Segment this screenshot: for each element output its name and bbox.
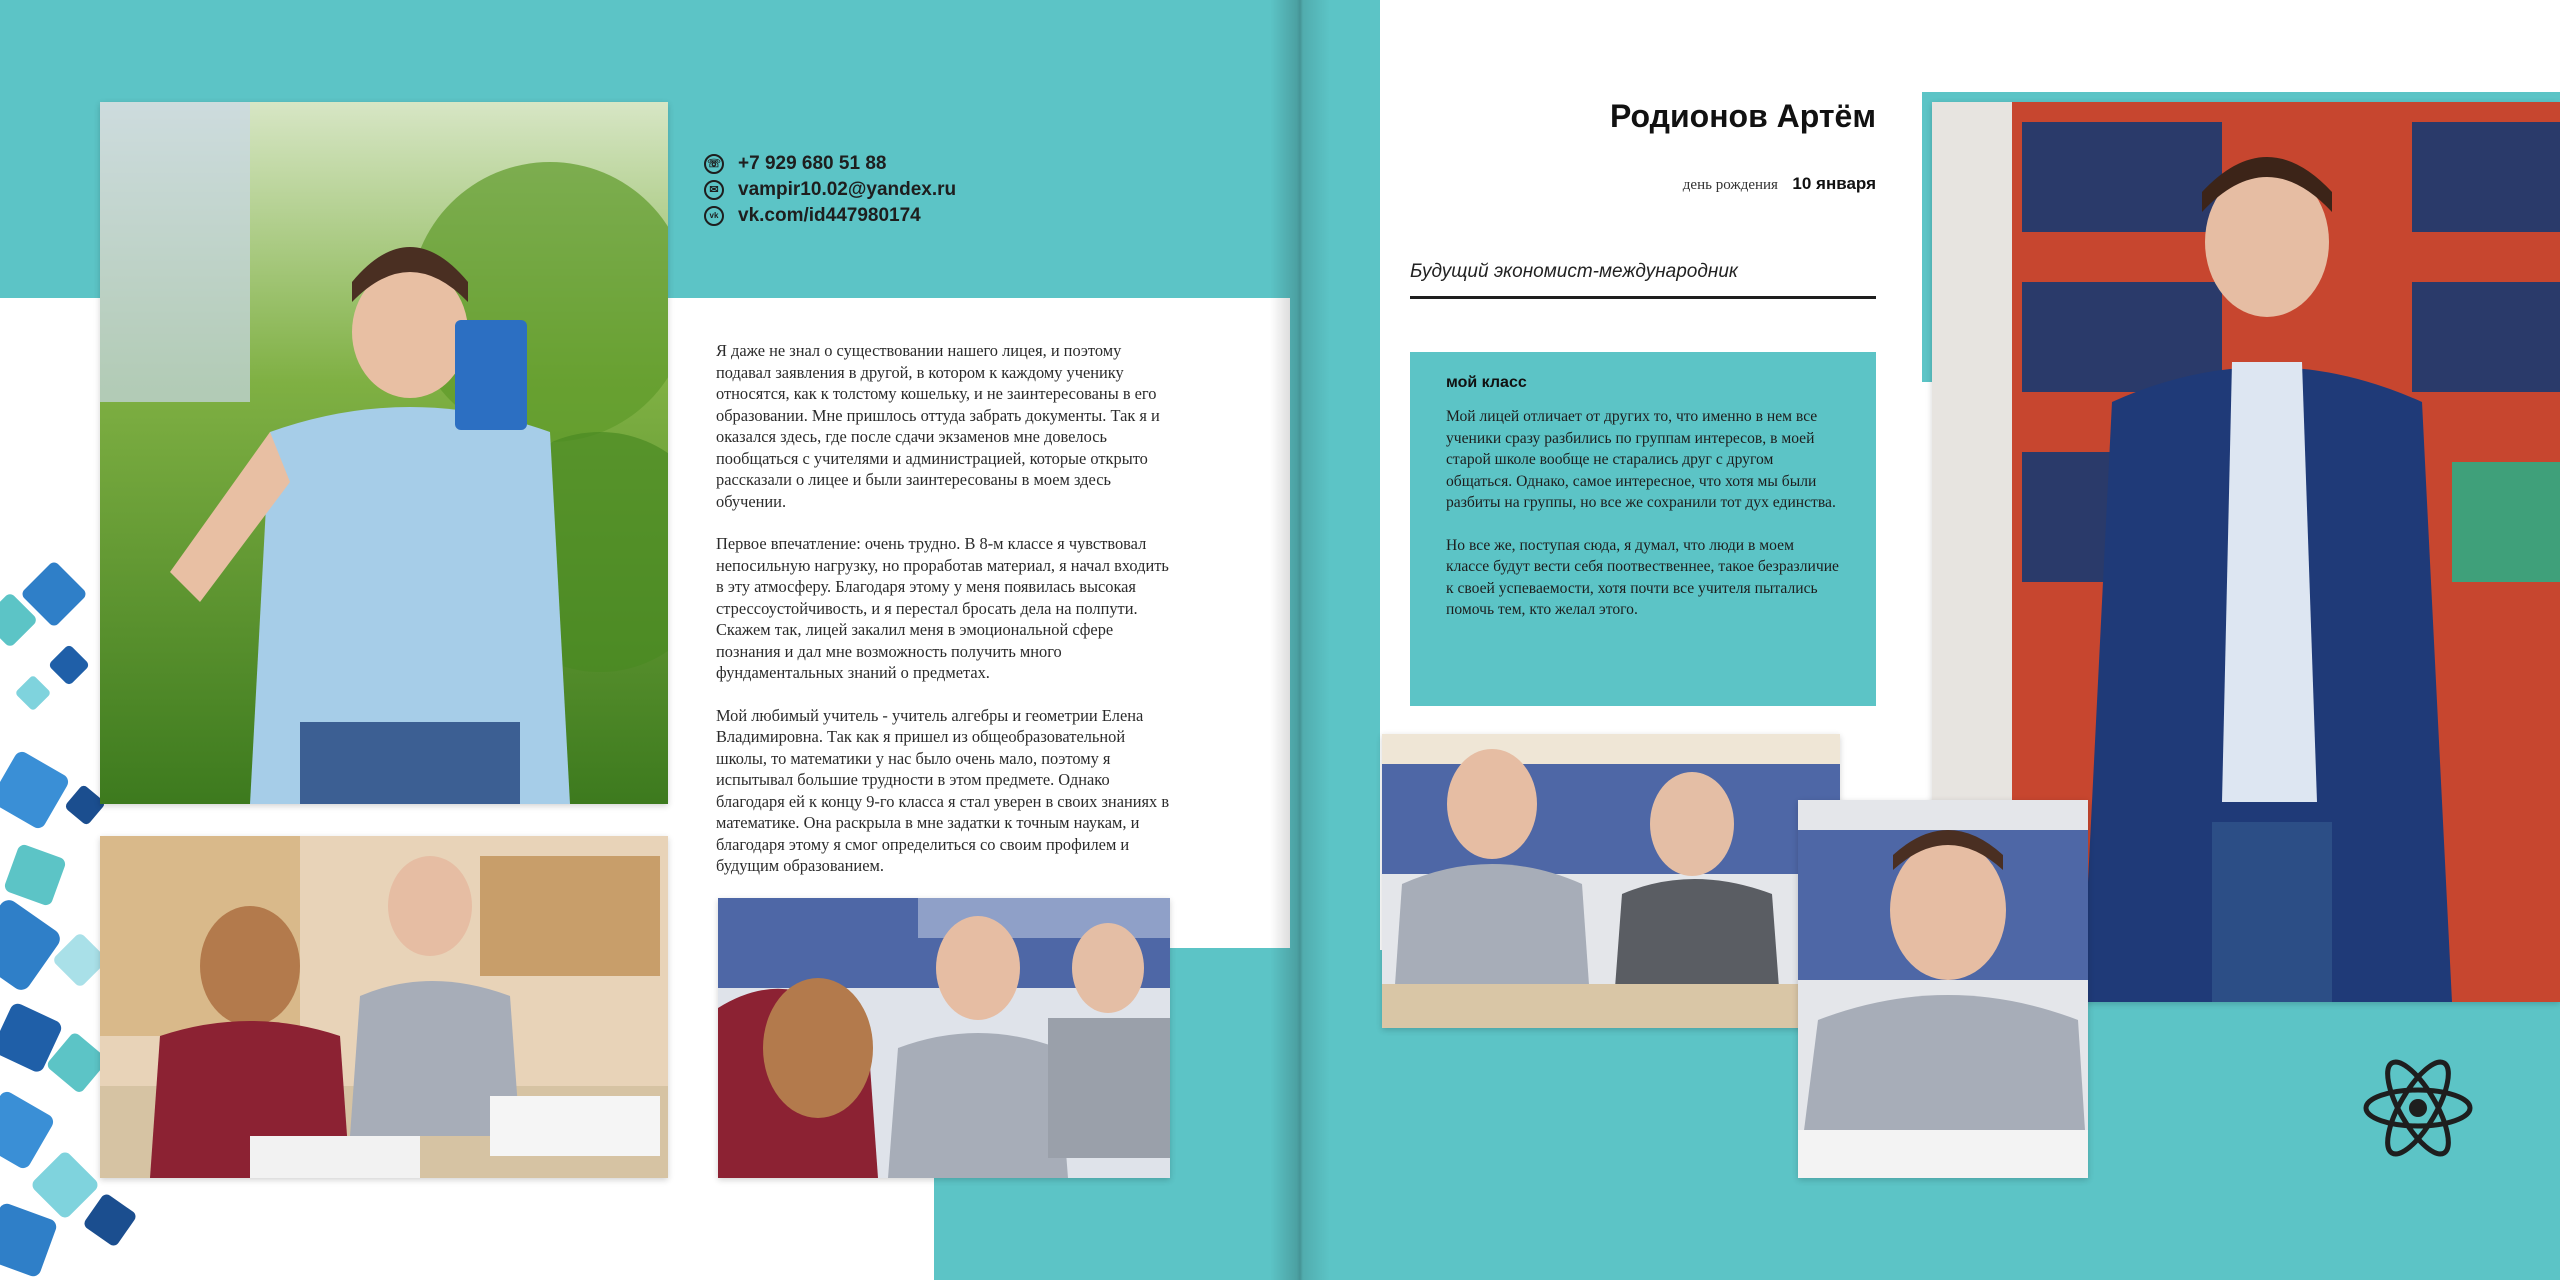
class-paragraph-2: Но все же, поступая сюда, я думал, что люди в моем классе будут вести себя поотвественнее, такое безразличие к своей успеваемости, хотя почти все учителя пытались помочь тем, кто желал этого. bbox=[1446, 536, 1839, 618]
atom-icon bbox=[2360, 1056, 2476, 1160]
contact-phone-text: +7 929 680 51 88 bbox=[738, 153, 887, 174]
portrait-photo-outdoor bbox=[100, 102, 668, 804]
classroom-photo-2 bbox=[718, 898, 1170, 1178]
profession-underline bbox=[1410, 296, 1876, 299]
mail-icon: ✉ bbox=[704, 180, 724, 200]
paragraph-1: Я даже не знал о существовании нашего лицея, и поэтому подавал заявления в другой, в котором к каждому ученику относятся, как к толстому кошельку, и не заинтересованы в его образовании. Мне пришлось оттуда забрать документы. Так я и оказался здесь, где после сдачи экзаменов мне довелось пообщаться с учителями и администрацией, которые открыто рассказали о лицее и были заинтересованы в моем здесь обучении. bbox=[716, 341, 1160, 511]
birthday bbox=[1683, 174, 1876, 194]
class-box-title: мой класс bbox=[1446, 374, 1527, 391]
contact-vk-text: vk.com/id447980174 bbox=[738, 205, 921, 226]
classroom-photo-4 bbox=[1798, 800, 2088, 1178]
contact-vk[interactable] bbox=[704, 203, 921, 229]
classroom-photo-3 bbox=[1382, 734, 1840, 1028]
phone-icon: ☏ bbox=[704, 154, 724, 174]
classroom-photo-1 bbox=[100, 836, 668, 1178]
birthday-label: день рождения bbox=[1682, 177, 1778, 193]
birthday-value: 10 января bbox=[1792, 174, 1876, 193]
contact-phone[interactable] bbox=[704, 151, 886, 177]
left-body-text bbox=[716, 340, 1176, 898]
contact-email[interactable] bbox=[704, 177, 956, 203]
future-profession: Будущий экономист-международник bbox=[1410, 261, 1738, 282]
student-name: Родионов Артём bbox=[1609, 98, 1876, 134]
class-paragraph-1: Мой лицей отличает от других то, что именно в нем все ученики сразу разбились по группам интересов, в моей старой школе вообще не старались друг с другом общаться. Однако, самое интересное, что хотя мы были разбиты на группы, но все же сохранили тот дух единства. bbox=[1446, 408, 1836, 511]
paragraph-2: Первое впечатление: очень трудно. В 8-м классе я чувствовал непосильную нагрузку, но проработав материал, я начал входить в эту атмосферу. Благодаря этому у меня появилась высокая стрессоустойчивость, и я перестал бросать дела на полпути. Скажем так, лицей закалил меня в эмоциональной сфере познания и дал мне возможность получить много фундаментальных знаний о предметах. bbox=[716, 534, 1169, 682]
paragraph-3: Мой любимый учитель - учитель алгебры и геометрии Елена Владимировна. Так как я пришел из общеобразовательной школы, то математики у нас было очень мало, поэтому я испытывал большие трудности в этом предмете. Однако благодаря ей к концу 9-го класса я стал уверен в своих знаниях в математике. Она раскрыла в мне задатки к точным наукам, и благодаря этому я смог определиться со своим профилем и будущим образованием. bbox=[716, 705, 1170, 875]
my-class-box bbox=[1410, 352, 1876, 706]
contact-email-text: vampir10.02@yandex.ru bbox=[738, 179, 957, 200]
vk-icon: vk bbox=[704, 206, 724, 226]
